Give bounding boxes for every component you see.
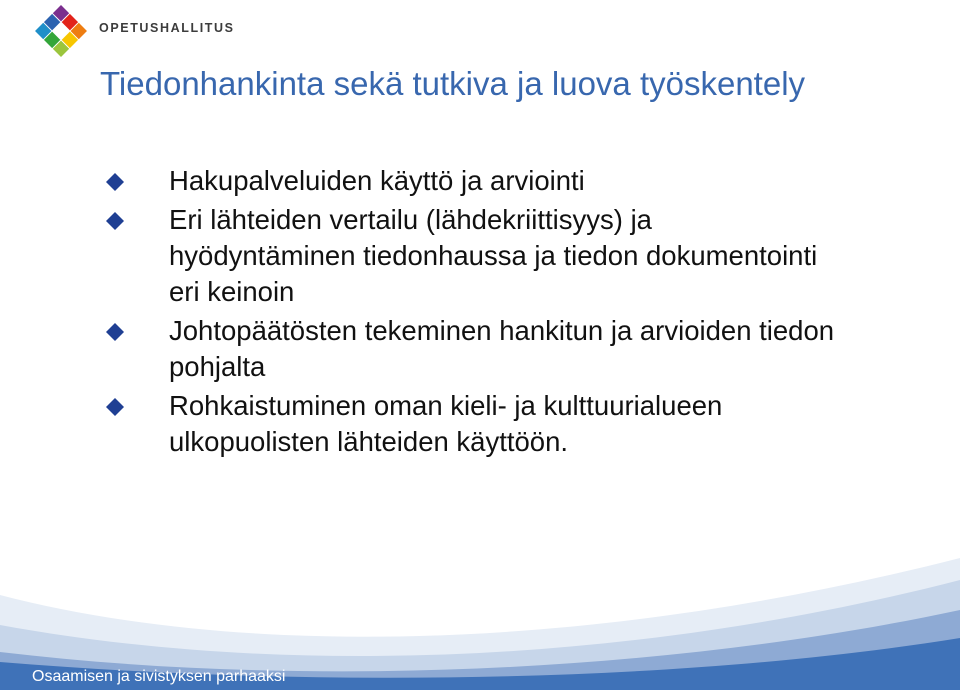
bullet-item bbox=[104, 163, 924, 199]
bullet-line: eri keinoin bbox=[169, 276, 295, 307]
bullet-item bbox=[104, 313, 924, 385]
organization-name: OPETUSHALLITUS bbox=[99, 21, 235, 35]
bullet-item bbox=[104, 388, 924, 460]
bullet-line: Johtopäätösten tekeminen hankitun ja arvioiden tiedon bbox=[169, 315, 835, 346]
diamond-bullet-icon bbox=[104, 321, 126, 343]
bullet-line: pohjalta bbox=[169, 351, 266, 382]
bullet-line: Hakupalveluiden käyttö ja arviointi bbox=[169, 165, 585, 196]
bullet-line: Eri lähteiden vertailu (lähdekriittisyys) ja bbox=[169, 204, 652, 235]
bullet-list bbox=[104, 163, 924, 468]
slide-title: Tiedonhankinta sekä tutkiva ja luova työskentely bbox=[100, 65, 806, 102]
bullet-item bbox=[104, 202, 924, 310]
diamond-bullet-icon bbox=[104, 171, 126, 193]
diamond-bullet-icon bbox=[104, 210, 126, 232]
diamond-bullet-icon bbox=[104, 396, 126, 418]
bullet-line: ulkopuolisten lähteiden käyttöön. bbox=[169, 426, 569, 457]
footer-tagline: Osaamisen ja sivistyksen parhaaksi bbox=[32, 668, 286, 685]
bullet-line: Rohkaistuminen oman kieli- ja kulttuurialueen bbox=[169, 390, 723, 421]
bullet-line: hyödyntäminen tiedonhaussa ja tiedon dokumentointi bbox=[169, 240, 818, 271]
opetushallitus-diamond-logo-icon bbox=[32, 2, 90, 60]
